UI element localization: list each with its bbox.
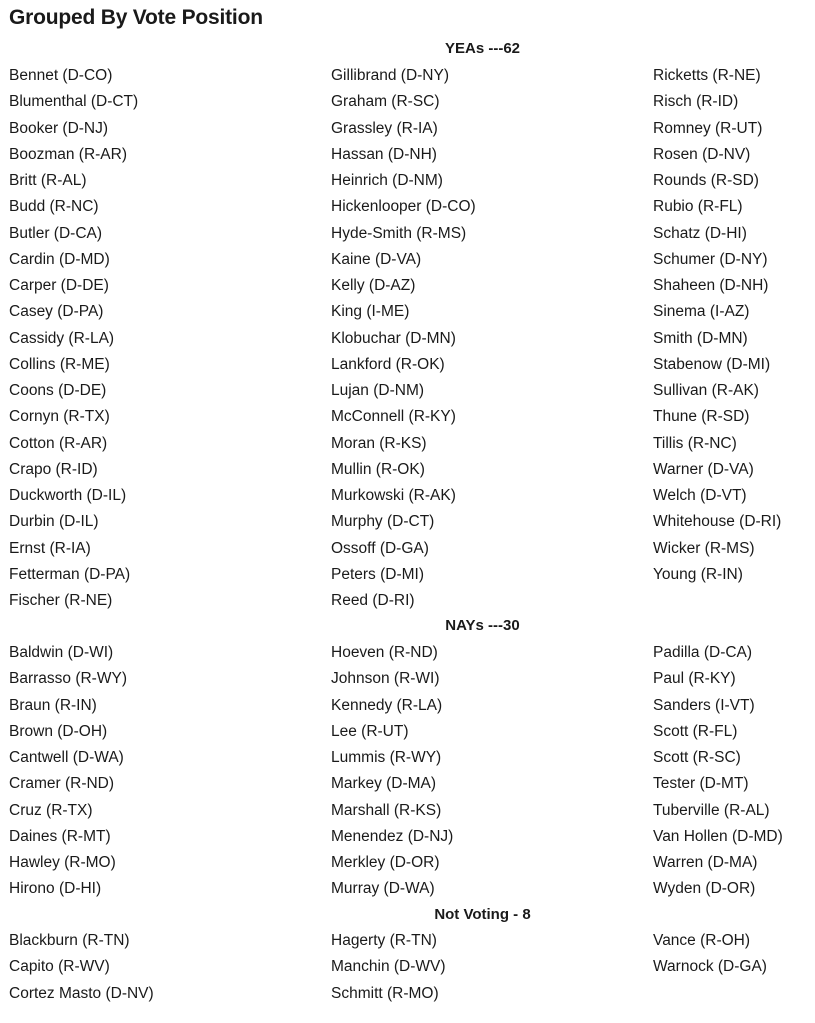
senator-name: Moran (R-KS)	[331, 434, 427, 452]
senator-name: Cramer (R-ND)	[9, 775, 115, 793]
senator-name: Hirono (D-HI)	[9, 880, 102, 898]
senator-name: Crapo (R-ID)	[9, 460, 98, 478]
senator-name: Young (R-IN)	[653, 565, 743, 583]
senator-name: Hassan (D-NH)	[331, 145, 437, 163]
senator-name: McConnell (R-KY)	[331, 408, 456, 426]
senator-name: Welch (D-VT)	[653, 487, 747, 504]
senator-name: Cornyn (R-TX)	[9, 408, 110, 426]
not-voting-column-3	[653, 928, 815, 981]
yeas-column-3	[653, 63, 815, 588]
senator-name: Vance (R-OH)	[653, 932, 751, 949]
senator-name: Kennedy (R-LA)	[331, 696, 443, 714]
senator-name: Lujan (D-NM)	[331, 382, 425, 399]
senator-name: Whitehouse (D-RI)	[653, 513, 782, 531]
senator-name: Lankford (R-OK)	[331, 355, 445, 373]
not-voting-column-2	[331, 928, 631, 1007]
page-title: Grouped By Vote Position	[9, 6, 263, 29]
senator-name: Tillis (R-NC)	[653, 434, 737, 452]
senator-name: Lummis (R-WY)	[331, 749, 442, 766]
senator-name: Ossoff (D-GA)	[331, 539, 429, 557]
senator-name: Kelly (D-AZ)	[331, 277, 416, 294]
senator-name: Bennet (D-CO)	[9, 67, 113, 84]
senator-name: Johnson (R-WI)	[331, 670, 440, 688]
senator-name: Sinema (I-AZ)	[653, 303, 750, 321]
senator-name: Risch (R-ID)	[653, 93, 739, 111]
senator-name: Lee (R-UT)	[331, 722, 409, 740]
senator-name: Merkley (D-OR)	[331, 854, 440, 871]
nays-heading: NAYs ---30	[445, 617, 520, 634]
senator-name: Baldwin (D-WI)	[9, 644, 114, 661]
senator-name: Daines (R-MT)	[9, 827, 111, 845]
senator-name: Hoeven (R-ND)	[331, 644, 438, 661]
senator-name: Hickenlooper (D-CO)	[331, 198, 476, 216]
not-voting-column-1	[9, 928, 309, 1007]
senator-name: Tuberville (R-AL)	[653, 801, 770, 819]
senator-name: Menendez (D-NJ)	[331, 827, 454, 845]
senator-name: Ernst (R-IA)	[9, 539, 91, 557]
senator-name: Collins (R-ME)	[9, 355, 110, 373]
senator-name: Casey (D-PA)	[9, 303, 104, 321]
senator-name: Capito (R-WV)	[9, 958, 110, 976]
senator-name: Murkowski (R-AK)	[331, 487, 456, 504]
senator-name: Wicker (R-MS)	[653, 539, 755, 557]
senator-name: Fischer (R-NE)	[9, 592, 113, 609]
senator-name: Kaine (D-VA)	[331, 250, 422, 268]
senator-name: Mullin (R-OK)	[331, 460, 425, 478]
yeas-heading: YEAs ---62	[444, 40, 521, 57]
senator-name: Romney (R-UT)	[653, 119, 763, 137]
nays-column-2	[331, 640, 631, 903]
senator-name: Cotton (R-AR)	[9, 434, 108, 452]
senator-name: Carper (D-DE)	[9, 277, 109, 294]
not-voting-heading: Not Voting - 8	[434, 906, 531, 923]
senator-name: Klobuchar (D-MN)	[331, 329, 456, 347]
senator-name: Braun (R-IN)	[9, 696, 97, 714]
senator-name: Duckworth (D-IL)	[9, 487, 127, 504]
yeas-column-1	[9, 63, 309, 614]
senator-name: Warren (D-MA)	[653, 854, 758, 871]
senator-name: Blackburn (R-TN)	[9, 932, 130, 949]
senator-name: Wyden (D-OR)	[653, 880, 756, 898]
senator-name: Sanders (I-VT)	[653, 696, 755, 714]
senator-name: Graham (R-SC)	[331, 93, 440, 111]
senator-name: Brown (D-OH)	[9, 722, 108, 740]
senator-name: Cassidy (R-LA)	[9, 329, 115, 347]
senator-name: Gillibrand (D-NY)	[331, 67, 449, 84]
senator-name: Cardin (D-MD)	[9, 250, 110, 268]
senator-name: Murray (D-WA)	[331, 880, 435, 898]
senator-name: Blumenthal (D-CT)	[9, 93, 139, 111]
senator-name: Heinrich (D-NM)	[331, 172, 443, 189]
senator-name: Schmitt (R-MO)	[331, 984, 439, 1002]
senator-name: Cantwell (D-WA)	[9, 749, 124, 766]
senator-name: Durbin (D-IL)	[9, 513, 99, 531]
yeas-column-2	[331, 63, 631, 614]
senator-name: Padilla (D-CA)	[653, 644, 753, 661]
senator-name: Smith (D-MN)	[653, 329, 748, 347]
senator-name: Hyde-Smith (R-MS)	[331, 224, 467, 242]
senator-name: King (I-ME)	[331, 303, 410, 321]
senator-name: Hagerty (R-TN)	[331, 932, 437, 949]
senator-name: Marshall (R-KS)	[331, 801, 442, 819]
senator-name: Rosen (D-NV)	[653, 145, 751, 163]
senator-name: Rubio (R-FL)	[653, 198, 743, 216]
senator-name: Schumer (D-NY)	[653, 250, 768, 268]
senator-name: Warner (D-VA)	[653, 460, 754, 478]
senator-name: Booker (D-NJ)	[9, 119, 109, 137]
senator-name: Ricketts (R-NE)	[653, 67, 761, 84]
senator-name: Cortez Masto (D-NV)	[9, 984, 154, 1002]
senator-name: Britt (R-AL)	[9, 172, 87, 189]
senator-name: Scott (R-SC)	[653, 749, 741, 766]
senator-name: Butler (D-CA)	[9, 224, 103, 242]
nays-column-3	[653, 640, 815, 903]
senator-name: Hawley (R-MO)	[9, 854, 116, 871]
senator-name: Scott (R-FL)	[653, 722, 738, 740]
senator-name: Peters (D-MI)	[331, 565, 424, 583]
senator-name: Fetterman (D-PA)	[9, 565, 131, 583]
senator-name: Schatz (D-HI)	[653, 224, 747, 242]
senator-name: Markey (D-MA)	[331, 775, 437, 793]
senator-name: Boozman (R-AR)	[9, 145, 127, 163]
senator-name: Van Hollen (D-MD)	[653, 827, 783, 845]
senator-name: Manchin (D-WV)	[331, 958, 446, 976]
senator-name: Budd (R-NC)	[9, 198, 99, 216]
senator-name: Reed (D-RI)	[331, 592, 415, 609]
senator-name: Murphy (D-CT)	[331, 513, 435, 531]
senator-name: Cruz (R-TX)	[9, 801, 93, 819]
senator-name: Warnock (D-GA)	[653, 958, 767, 976]
senator-name: Grassley (R-IA)	[331, 119, 438, 137]
senator-name: Thune (R-SD)	[653, 408, 750, 426]
nays-column-1	[9, 640, 309, 903]
senator-name: Tester (D-MT)	[653, 775, 749, 793]
senator-name: Barrasso (R-WY)	[9, 670, 127, 688]
senator-name: Rounds (R-SD)	[653, 172, 759, 189]
senator-name: Sullivan (R-AK)	[653, 382, 759, 399]
senator-name: Stabenow (D-MI)	[653, 355, 771, 373]
senator-name: Shaheen (D-NH)	[653, 277, 769, 294]
senator-name: Paul (R-KY)	[653, 670, 736, 688]
senator-name: Coons (D-DE)	[9, 382, 107, 399]
